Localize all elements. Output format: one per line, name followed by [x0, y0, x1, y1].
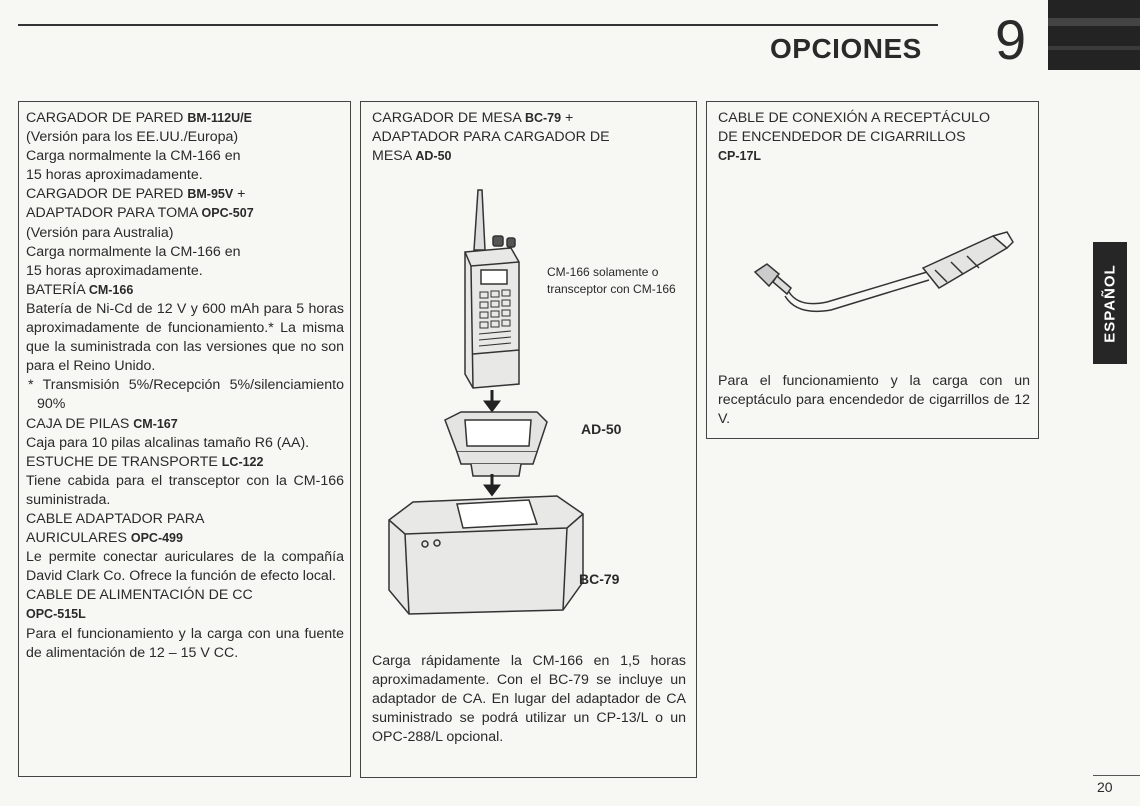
charger-illustration: [361, 102, 698, 642]
label-ad50: AD-50: [581, 421, 622, 437]
cigarette-cable-heading: CABLE DE CONEXIÓN A RECEPTÁCULO DE ENCENDEDOR DE CIGARRILLOS CP-17L: [718, 110, 990, 164]
cigarette-cable-illustration: [707, 212, 1040, 362]
col1-line: BATERÍA CM-166: [26, 281, 134, 298]
col1-line: 15 horas aproximadamente.: [26, 262, 203, 279]
down-arrow-1: [486, 390, 498, 410]
footer-rule: [1093, 775, 1140, 776]
desktop-charger-heading: CARGADOR DE MESA BC-79 + ADAPTADOR PARA CARGADOR DE MESA AD-50: [372, 110, 610, 165]
col1-line: CAJA DE PILAS CM-167: [26, 415, 178, 432]
down-arrow-2: [486, 474, 498, 494]
page-title: OPCIONES: [770, 33, 922, 64]
col1-line: (Versión para los EE.UU./Europa): [26, 129, 239, 146]
col1-line: Carga normalmente la CM-166 en: [26, 148, 241, 165]
desktop-charger-description: Carga rápidamente la CM-166 en 1,5 horas aproximadamente. Con el BC-79 se incluye un adaptador de CA. En lugar del adaptador de CA suministrado se podrá utilizar un CP-13/L o un OPC-288/L opcional.: [372, 653, 686, 746]
chapter-tab-marker: [1048, 0, 1140, 70]
col1-line: AURICULARES OPC-499: [26, 530, 183, 547]
language-tab-label: ESPAÑOL: [1101, 263, 1119, 343]
col1-line: CARGADOR DE PARED BM-112U/E: [26, 110, 252, 126]
header-rule: [18, 24, 938, 26]
col1-line: Carga normalmente la CM-166 en: [26, 243, 241, 260]
col1-line: ADAPTADOR PARA TOMA OPC-507: [26, 205, 254, 222]
accessories-list-box: [18, 101, 351, 777]
col1-line: 15 horas aproximadamente.: [26, 167, 203, 184]
desktop-charger-box: [360, 101, 697, 778]
bc79-charger-drawing: [389, 496, 583, 614]
cigarette-cable-description: Para el funcionamiento y la carga con un receptáculo para encendedor de cigarrillos de 12 V.: [718, 373, 1030, 428]
col1-line: ESTUCHE DE TRANSPORTE LC-122: [26, 453, 264, 470]
ad50-adapter-drawing: [445, 412, 547, 476]
language-side-tab: [1093, 242, 1127, 364]
col1-line: OPC-515L: [26, 607, 86, 622]
chapter-number: 9: [995, 8, 1027, 71]
label-bc79: BC-79: [579, 571, 620, 587]
col1-line: CARGADOR DE PARED BM-95V +: [26, 186, 246, 203]
col1-line: Batería de Ni-Cd de 12 V y 600 mAh para 5 horas aproximadamente de funcionamiento.* La misma que la suministrada con las versiones que no son para el Reino Unido.: [26, 300, 344, 375]
cigarette-cable-box: [706, 101, 1039, 439]
page-number: 20: [1097, 779, 1113, 795]
col1-line: (Versión para Australia): [26, 224, 174, 241]
col1-line: Tiene cabida para el transceptor con la CM-166 suministrada.: [26, 472, 344, 508]
col1-line: Le permite conectar auriculares de la compañía David Clark Co. Ofrece la función de efecto local.: [26, 549, 344, 585]
col1-line: Para el funcionamiento y la carga con una fuente de alimentación de 12 – 15 V CC.: [26, 625, 344, 661]
col1-line: CABLE ADAPTADOR PARA: [26, 510, 205, 527]
col1-line: * Transmisión 5%/Recepción 5%/silenciamiento 90%: [28, 377, 344, 413]
transceiver-note: CM-166 solamente o transceptor con CM-166: [547, 265, 676, 296]
col1-line: Caja para 10 pilas alcalinas tamaño R6 (AA).: [26, 434, 310, 451]
transceiver-drawing: [465, 190, 519, 388]
col1-line: CABLE DE ALIMENTACIÓN DE CC: [26, 587, 253, 604]
